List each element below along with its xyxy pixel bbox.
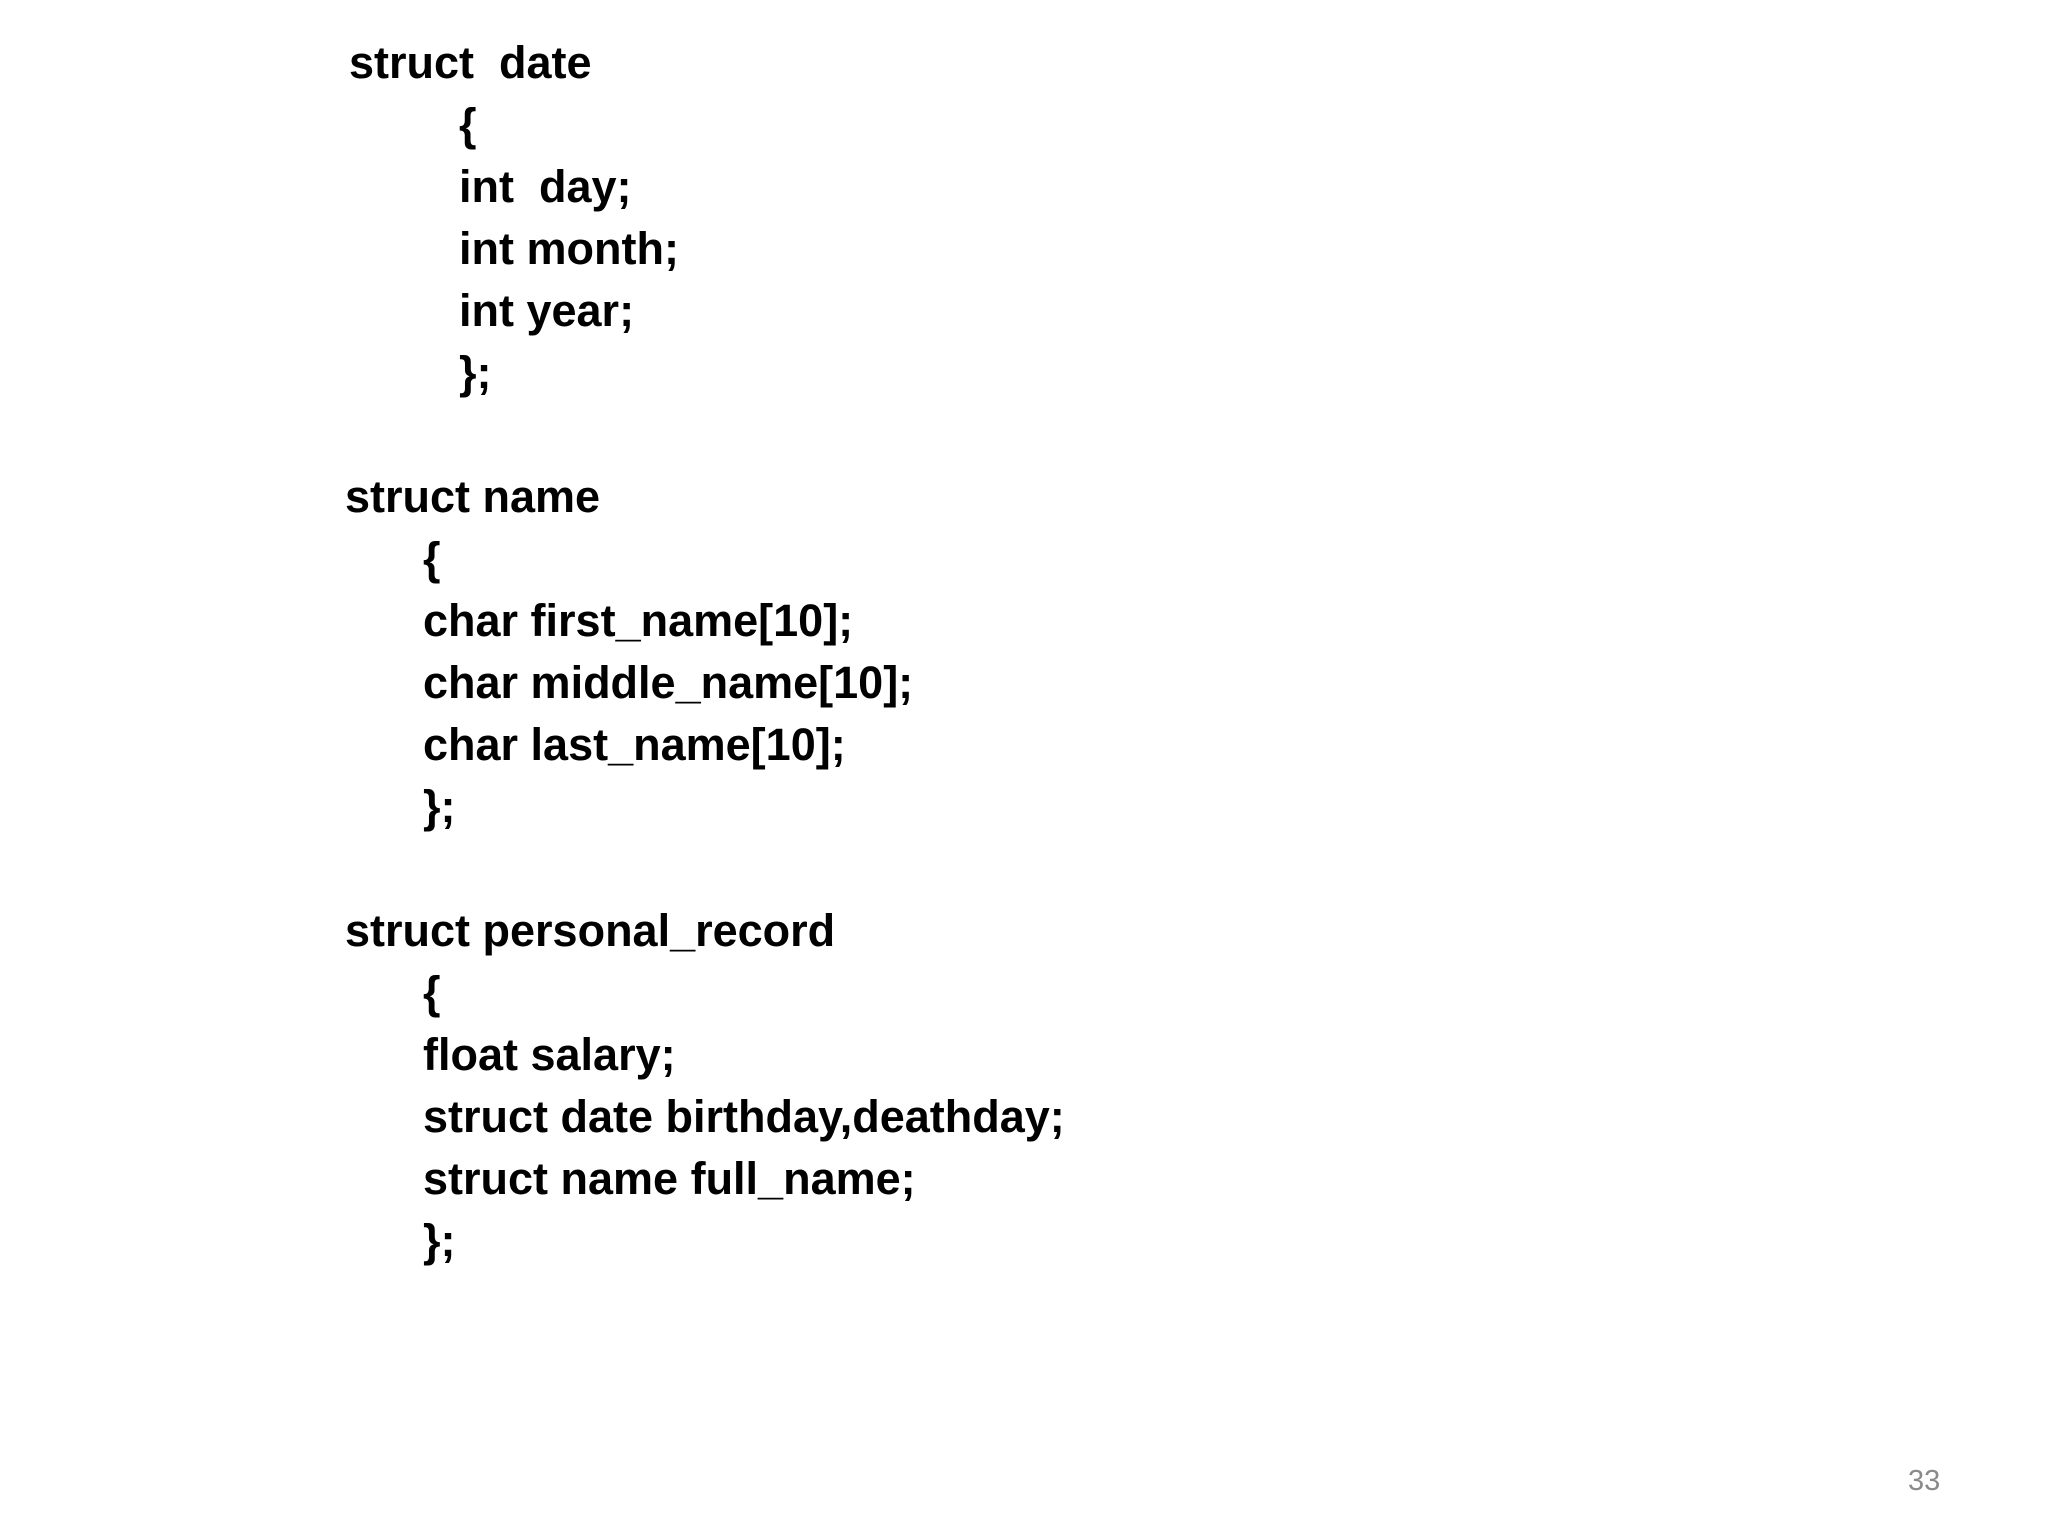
code-line: {: [423, 533, 441, 584]
code-line: float salary;: [423, 1029, 676, 1080]
code-line: int day;: [459, 161, 632, 212]
code-line: };: [423, 781, 456, 832]
code-line: };: [459, 347, 492, 398]
code-line: char first_name[10];: [423, 595, 854, 646]
code-line: {: [423, 967, 441, 1018]
code-line: };: [423, 1215, 456, 1266]
code-line: char middle_name[10];: [423, 657, 914, 708]
struct-personal-record-header: struct personal_record: [345, 905, 836, 956]
code-line: int month;: [459, 223, 679, 274]
code-line: char last_name[10];: [423, 719, 846, 770]
code-line: int year;: [459, 285, 635, 336]
code-line: struct date birthday,deathday;: [423, 1091, 1065, 1142]
struct-name-header: struct name: [345, 471, 601, 522]
page-number: 33: [1908, 1465, 1941, 1497]
struct-date-header: struct date: [349, 37, 592, 88]
code-line: {: [459, 99, 477, 150]
code-line: struct name full_name;: [423, 1153, 916, 1204]
